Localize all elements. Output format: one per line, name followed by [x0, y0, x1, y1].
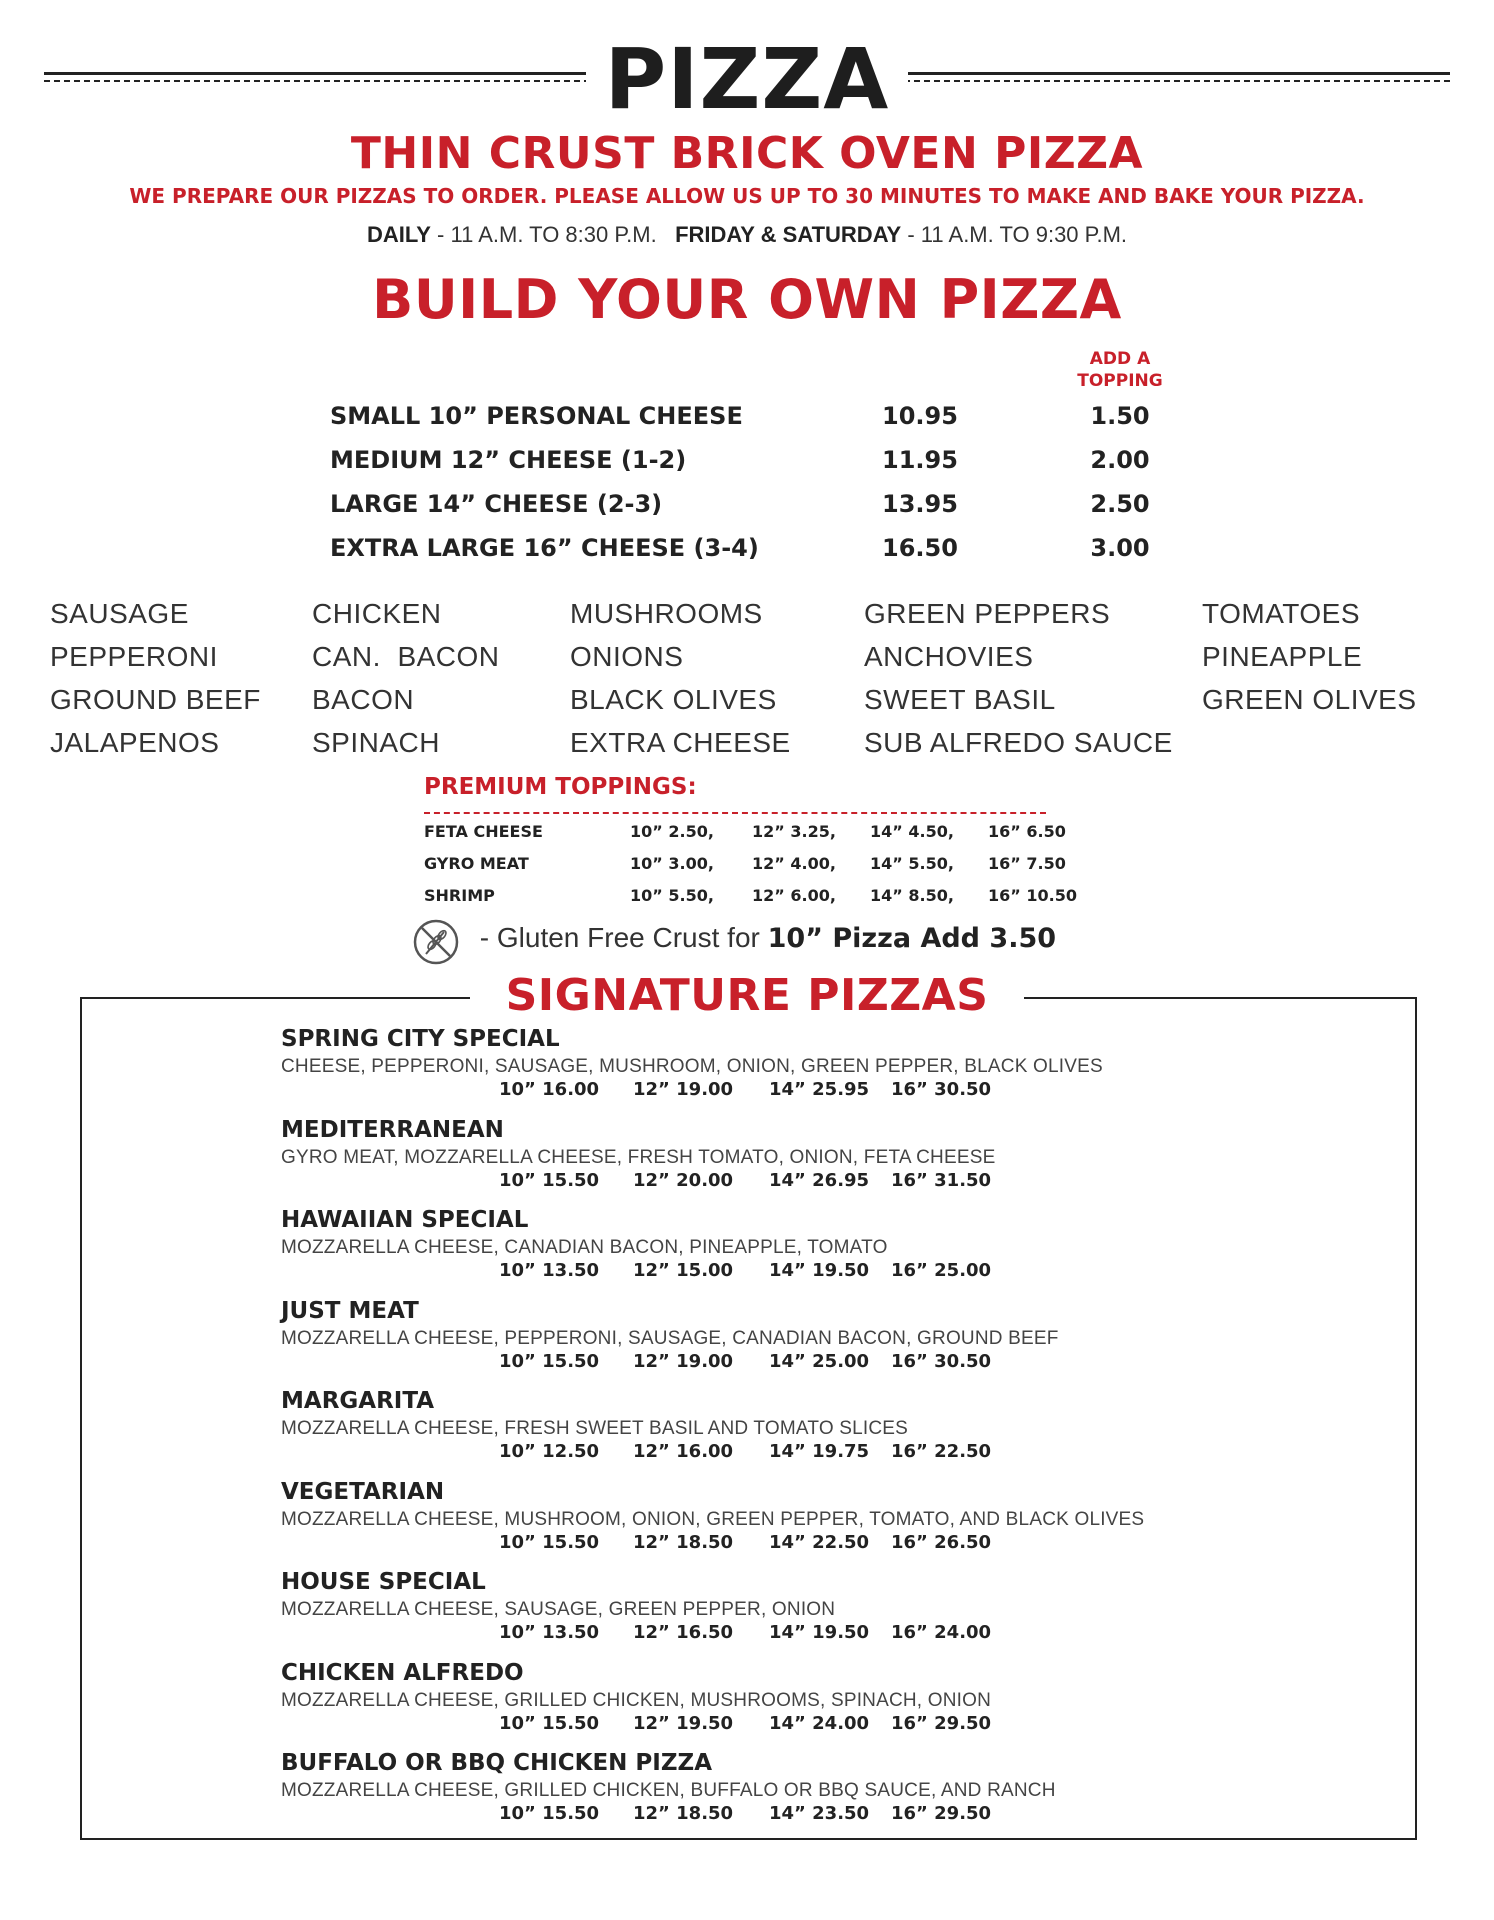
signature-pizza-name: VEGETARIAN: [281, 1479, 445, 1505]
signature-price-16: 16” 29.50: [891, 1803, 992, 1824]
hours-weekend-label: FRIDAY & SATURDAY: [675, 222, 902, 247]
premium-price-14: 14” 5.50,: [870, 854, 954, 873]
signature-pizza-description: GYRO MEAT, MOZZARELLA CHEESE, FRESH TOMATO, ONION, FETA CHEESE: [281, 1147, 996, 1168]
page-title: PIZZA: [586, 38, 908, 120]
topping-item: ONIONS: [570, 641, 684, 672]
signature-price-14: 14” 19.75: [769, 1441, 870, 1462]
signature-pizza-name: CHICKEN ALFREDO: [281, 1660, 524, 1686]
size-row: [330, 402, 1180, 442]
add-topping-header-line2: TOPPING: [1077, 371, 1163, 391]
signature-pizza-description: CHEESE, PEPPERONI, SAUSAGE, MUSHROOM, ONION, GREEN PEPPER, BLACK OLIVES: [281, 1056, 1103, 1077]
signature-price-14: 14” 24.00: [769, 1713, 870, 1734]
signature-price-16: 16” 29.50: [891, 1713, 992, 1734]
signature-price-10: 10” 15.50: [499, 1532, 600, 1553]
signature-price-12: 12” 19.00: [633, 1079, 734, 1100]
topping-item: GREEN PEPPERS: [864, 598, 1111, 629]
signature-pizza-name: BUFFALO OR BBQ CHICKEN PIZZA: [281, 1750, 713, 1776]
premium-price-12: 12” 6.00,: [752, 886, 836, 905]
size-price: 10.95: [882, 402, 958, 430]
signature-pizza-item: [281, 1660, 1281, 1748]
signature-price-16: 16” 26.50: [891, 1532, 992, 1553]
premium-price-10: 10” 5.50,: [630, 886, 714, 905]
hours: [0, 222, 1494, 248]
signature-pizza-description: MOZZARELLA CHEESE, MUSHROOM, ONION, GREEN PEPPER, TOMATO, AND BLACK OLIVES: [281, 1509, 1145, 1530]
topping-price: 3.00: [1090, 534, 1150, 562]
signature-pizza-item: [281, 1479, 1281, 1567]
signature-price-16: 16” 24.00: [891, 1622, 992, 1643]
size-row: [330, 490, 1180, 530]
topping-item: SWEET BASIL: [864, 684, 1056, 715]
signature-price-14: 14” 19.50: [769, 1622, 870, 1643]
signature-price-10: 10” 13.50: [499, 1622, 600, 1643]
topping-item: SPINACH: [312, 727, 440, 758]
signature-price-12: 12” 19.50: [633, 1713, 734, 1734]
topping-item: BLACK OLIVES: [570, 684, 777, 715]
signature-pizza-description: MOZZARELLA CHEESE, GRILLED CHICKEN, BUFFALO OR BBQ SAUCE, AND RANCH: [281, 1780, 1056, 1801]
topping-item: BACON: [312, 684, 415, 715]
size-row: [330, 446, 1180, 486]
signature-price-12: 12” 18.50: [633, 1803, 734, 1824]
toppings-column-5: [1202, 592, 1417, 721]
premium-price-16: 16” 10.50: [988, 886, 1077, 905]
signature-price-14: 14” 19.50: [769, 1260, 870, 1281]
signature-price-12: 12” 19.00: [633, 1351, 734, 1372]
topping-item: TOMATOES: [1202, 598, 1361, 629]
premium-price-16: 16” 6.50: [988, 822, 1066, 841]
signature-pizza-item: [281, 1750, 1281, 1838]
topping-price: 1.50: [1090, 402, 1150, 430]
add-topping-header: [1070, 348, 1170, 392]
signature-pizza-item: [281, 1388, 1281, 1476]
subtitle: THIN CRUST BRICK OVEN PIZZA: [350, 128, 1144, 179]
gluten-free-note: [472, 922, 1056, 954]
premium-price-14: 14” 8.50,: [870, 886, 954, 905]
signature-pizza-description: MOZZARELLA CHEESE, PEPPERONI, SAUSAGE, CANADIAN BACON, GROUND BEEF: [281, 1328, 1059, 1349]
premium-price-16: 16” 7.50: [988, 854, 1066, 873]
size-price: 13.95: [882, 490, 958, 518]
size-row: [330, 534, 1180, 574]
signature-price-12: 12” 16.00: [633, 1441, 734, 1462]
premium-price-10: 10” 2.50,: [630, 822, 714, 841]
topping-item: CAN. BACON: [312, 641, 500, 672]
signature-pizza-item: [281, 1569, 1281, 1657]
signature-pizza-item: [281, 1298, 1281, 1386]
gluten-free-icon: [412, 918, 460, 966]
signature-price-16: 16” 25.00: [891, 1260, 992, 1281]
premium-name: SHRIMP: [424, 886, 495, 905]
premium-price-12: 12” 4.00,: [752, 854, 836, 873]
premium-price-10: 10” 3.00,: [630, 854, 714, 873]
hours-weekend-time: - 11 A.M. TO 9:30 P.M.: [901, 222, 1128, 247]
topping-item: GROUND BEEF: [50, 684, 261, 715]
signature-price-12: 12” 15.00: [633, 1260, 734, 1281]
signature-pizza-name: MEDITERRANEAN: [281, 1117, 504, 1143]
signature-price-14: 14” 26.95: [769, 1170, 870, 1191]
topping-item: CHICKEN: [312, 598, 442, 629]
toppings-column-4: [864, 592, 1173, 764]
topping-item: EXTRA CHEESE: [570, 727, 791, 758]
signature-pizza-item: [281, 1026, 1281, 1114]
topping-price: 2.50: [1090, 490, 1150, 518]
signature-pizza-name: SPRING CITY SPECIAL: [281, 1026, 560, 1052]
hours-daily-label: DAILY: [366, 222, 431, 247]
topping-item: PEPPERONI: [50, 641, 218, 672]
premium-price-14: 14” 4.50,: [870, 822, 954, 841]
signature-price-12: 12” 18.50: [633, 1532, 734, 1553]
signature-pizza-description: MOZZARELLA CHEESE, CANADIAN BACON, PINEAPPLE, TOMATO: [281, 1237, 888, 1258]
premium-divider: [424, 812, 1046, 814]
signature-pizza-name: HOUSE SPECIAL: [281, 1569, 486, 1595]
signature-price-14: 14” 25.00: [769, 1351, 870, 1372]
signature-price-14: 14” 25.95: [769, 1079, 870, 1100]
signature-price-10: 10” 15.50: [499, 1803, 600, 1824]
premium-name: FETA CHEESE: [424, 822, 543, 841]
toppings-column-3: [570, 592, 791, 764]
signature-price-12: 12” 16.50: [633, 1622, 734, 1643]
signature-price-14: 14” 22.50: [769, 1532, 870, 1553]
signature-pizzas-title: SIGNATURE PIZZAS: [470, 970, 1025, 1021]
topping-item: PINEAPPLE: [1202, 641, 1363, 672]
signature-pizza-description: MOZZARELLA CHEESE, FRESH SWEET BASIL AND TOMATO SLICES: [281, 1418, 909, 1439]
premium-name: GYRO MEAT: [424, 854, 529, 873]
signature-price-16: 16” 30.50: [891, 1079, 992, 1100]
signature-price-10: 10” 16.00: [499, 1079, 600, 1100]
signature-title-wrap: [0, 970, 1494, 1021]
order-notice: WE PREPARE OUR PIZZAS TO ORDER. PLEASE ALLOW US UP TO 30 MINUTES TO MAKE AND BAKE YOUR PIZZA.: [129, 184, 1365, 208]
size-name: LARGE 14” CHEESE (2-3): [330, 490, 663, 518]
signature-price-14: 14” 23.50: [769, 1803, 870, 1824]
signature-pizza-item: [281, 1117, 1281, 1205]
signature-pizza-item: [281, 1207, 1281, 1295]
toppings-column-2: [312, 592, 500, 764]
gluten-free-text: - Gluten Free Crust for: [472, 922, 768, 953]
add-topping-header-line1: ADD A: [1089, 349, 1151, 369]
topping-item: GREEN OLIVES: [1202, 684, 1417, 715]
signature-price-16: 16” 31.50: [891, 1170, 992, 1191]
signature-pizza-name: HAWAIIAN SPECIAL: [281, 1207, 529, 1233]
topping-price: 2.00: [1090, 446, 1150, 474]
gluten-free-price: 10” Pizza Add 3.50: [767, 923, 1057, 954]
signature-pizza-description: MOZZARELLA CHEESE, GRILLED CHICKEN, MUSHROOMS, SPINACH, ONION: [281, 1690, 992, 1711]
size-name: EXTRA LARGE 16” CHEESE (3-4): [330, 534, 759, 562]
signature-price-16: 16” 22.50: [891, 1441, 992, 1462]
size-name: SMALL 10” PERSONAL CHEESE: [330, 402, 743, 430]
topping-item: ANCHOVIES: [864, 641, 1034, 672]
signature-price-10: 10” 13.50: [499, 1260, 600, 1281]
hours-daily-time: - 11 A.M. TO 8:30 P.M.: [430, 222, 657, 247]
signature-price-16: 16” 30.50: [891, 1351, 992, 1372]
premium-price-12: 12” 3.25,: [752, 822, 836, 841]
signature-price-10: 10” 15.50: [499, 1351, 600, 1372]
topping-item: JALAPENOS: [50, 727, 220, 758]
signature-price-10: 10” 12.50: [499, 1441, 600, 1462]
topping-item: MUSHROOMS: [570, 598, 763, 629]
size-price: 16.50: [882, 534, 958, 562]
toppings-column-1: [50, 592, 261, 764]
signature-price-10: 10” 15.50: [499, 1713, 600, 1734]
size-name: MEDIUM 12” CHEESE (1-2): [330, 446, 687, 474]
topping-item: SAUSAGE: [50, 598, 189, 629]
signature-pizza-name: JUST MEAT: [281, 1298, 419, 1324]
signature-pizza-description: MOZZARELLA CHEESE, SAUSAGE, GREEN PEPPER, ONION: [281, 1599, 836, 1620]
build-your-own-title: BUILD YOUR OWN PIZZA: [372, 268, 1122, 331]
signature-price-10: 10” 15.50: [499, 1170, 600, 1191]
signature-pizza-name: MARGARITA: [281, 1388, 435, 1414]
topping-item: SUB ALFREDO SAUCE: [864, 727, 1173, 758]
size-price: 11.95: [882, 446, 958, 474]
premium-toppings-title: PREMIUM TOPPINGS:: [424, 774, 697, 800]
signature-price-12: 12” 20.00: [633, 1170, 734, 1191]
